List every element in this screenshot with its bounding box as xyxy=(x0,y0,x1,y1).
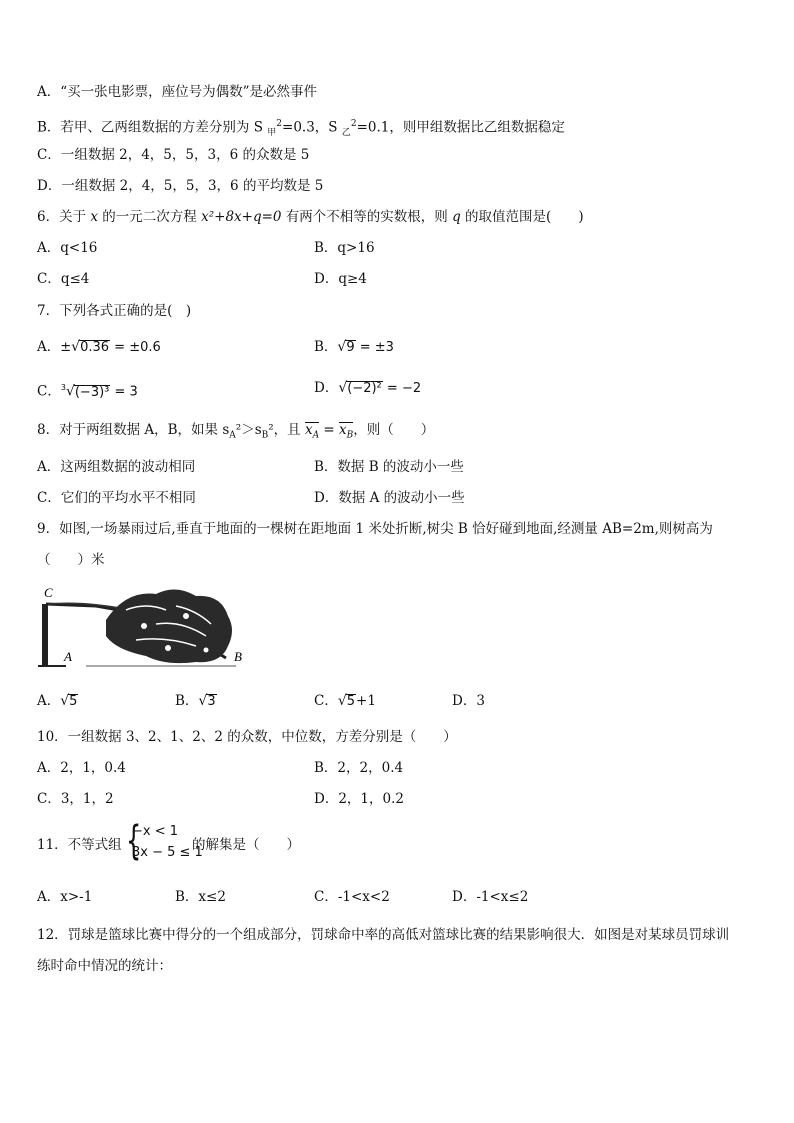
inequality-row-2: 3x − 5 ≤ 1 xyxy=(132,845,203,860)
q11-stem-pre: 11．不等式组 xyxy=(37,837,122,853)
q6-stem: 6．关于 x 的一元二次方程 x²+8x+q=0 有两个不相等的实数根，则 q 的取值范围是( ) xyxy=(37,209,584,225)
label-c: C xyxy=(44,585,53,600)
label-b: B xyxy=(234,649,242,664)
q10-option-b: B．2，2，0.4 xyxy=(314,760,404,776)
q8-option-c: C．它们的平均水平不相同 xyxy=(37,490,196,506)
q10-option-d: D．2，1，0.2 xyxy=(314,791,404,807)
q9-option-b: B．√3 xyxy=(175,693,216,709)
q10-stem: 10．一组数据 3、2、1、2、2 的众数，中位数，方差分别是（ ） xyxy=(37,729,457,745)
q8-option-b: B．数据 B 的波动小一些 xyxy=(314,459,464,475)
q6-option-b: B．q>16 xyxy=(314,240,375,256)
inequality-row-1: −x < 1 xyxy=(132,824,179,839)
q7-option-c: C．$^3$√(−3)³ = 3 xyxy=(37,383,138,400)
q9-stem: 9．如图,一场暴雨过后,垂直于地面的一棵树在距地面 1 米处折断,树尖 B 恰好碰到地面,经测量 AB=2m,则树高为 xyxy=(37,521,713,537)
q7-stem: 7．下列各式正确的是( ) xyxy=(37,303,192,319)
q9-option-d: D．3 xyxy=(452,693,485,709)
q11-option-c: C．-1<x<2 xyxy=(314,889,390,905)
q6-option-d: D．q≥4 xyxy=(314,271,367,287)
q11-option-b: B．x≤2 xyxy=(175,889,226,905)
q5-option-b: B．若甲、乙两组数据的方差分别为 S $_甲^2$=0.3，S $_乙^2$=0.1，则甲组数据比乙组数据稳定 xyxy=(37,119,565,139)
q6-option-c: C．q≤4 xyxy=(37,271,90,287)
broken-tree-figure xyxy=(36,580,266,672)
q5-option-a: A．“买一张电影票，座位号为偶数”是必然事件 xyxy=(37,84,318,100)
q10-option-a: A．2，1，0.4 xyxy=(37,760,126,776)
q5-option-d: D．一组数据 2，4，5，5，3，6 的平均数是 5 xyxy=(37,178,324,194)
q8-stem: 8．对于两组数据 A，B，如果 $s_A^2>s_B^2$，且 $x_A = x_B$，则（ ） xyxy=(37,422,435,441)
q9-option-a: A．√5 xyxy=(37,693,78,709)
q7-option-b: B．√9 = ±3 xyxy=(314,339,394,355)
q10-option-c: C．3，1，2 xyxy=(37,791,114,807)
inequality-system: { −x < 1 3x − 5 ≤ 1 xyxy=(126,818,203,864)
q9-option-c: C．√5+1 xyxy=(314,693,376,709)
q6-option-a: A．q<16 xyxy=(37,240,98,256)
q11-option-a: A．x>-1 xyxy=(37,889,93,905)
q12-stem-cont: 练时命中情况的统计： xyxy=(37,958,172,974)
q8-option-a: A．这两组数据的波动相同 xyxy=(37,459,196,475)
q8-option-d: D．数据 A 的波动小一些 xyxy=(314,490,465,506)
q7-option-a: A．±√0.36 = ±0.6 xyxy=(37,339,161,355)
q9-stem-cont: （ ）米 xyxy=(37,552,105,568)
q12-stem: 12．罚球是篮球比赛中得分的一个组成部分，罚球命中率的高低对篮球比赛的结果影响很大．如图是对某球员罚球训 xyxy=(37,927,730,943)
q5-option-c: C．一组数据 2，4，5，5，3，6 的众数是 5 xyxy=(37,147,310,163)
label-a: A xyxy=(64,649,72,664)
q11-stem-post: 的解集是（ ） xyxy=(192,837,300,853)
q11-option-d: D．-1<x≤2 xyxy=(452,889,529,905)
q7-option-d: D．√(−2)² = −2 xyxy=(314,380,422,396)
